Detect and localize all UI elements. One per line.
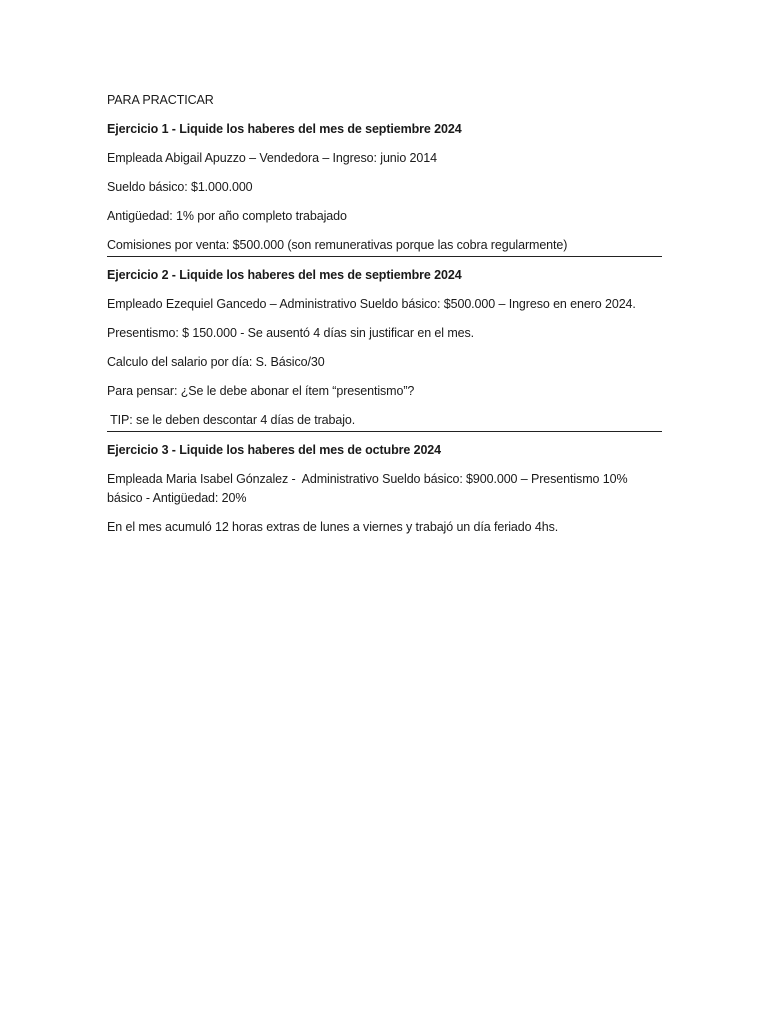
section-divider-1	[107, 256, 662, 257]
exercise-3-line-1: Empleada Maria Isabel Gónzalez - Administrativo Sueldo básico: $900.000 – Presentismo 10% básico - Antigüedad: 20%	[107, 472, 631, 505]
exercise-2-line-1: Empleado Ezequiel Gancedo – Administrativo Sueldo básico: $500.000 – Ingreso en enero 2024.	[107, 297, 636, 311]
exercise-2-tip: TIP: se le deben descontar 4 días de trabajo.	[107, 413, 356, 427]
exercise-1-line-1: Empleada Abigail Apuzzo – Vendedora – Ingreso: junio 2014	[107, 151, 437, 165]
exercise-2-line-2: Presentismo: $ 150.000 - Se ausentó 4 días sin justificar en el mes.	[107, 326, 475, 340]
section-divider-2	[107, 431, 662, 432]
intro-heading: PARA PRACTICAR	[107, 93, 214, 107]
exercise-1-line-2: Sueldo básico: $1.000.000	[107, 180, 253, 194]
exercise-1-line-3: Antigüedad: 1% por año completo trabajado	[107, 209, 347, 223]
exercise-3-title: Ejercicio 3 - Liquide los haberes del mes de octubre 2024	[107, 443, 442, 457]
exercise-1-title: Ejercicio 1 - Liquide los haberes del mes de septiembre 2024	[107, 122, 462, 136]
exercise-1	[107, 120, 662, 257]
exercise-2-line-4: Para pensar: ¿Se le debe abonar el ítem “presentismo”?	[107, 384, 415, 398]
exercise-1-line-4: Comisiones por venta: $500.000 (son remunerativas porque las cobra regularmente)	[107, 238, 568, 252]
exercise-2	[107, 266, 662, 432]
exercise-3-line-2: En el mes acumuló 12 horas extras de lunes a viernes y trabajó un día feriado 4hs.	[107, 520, 559, 534]
exercise-3	[107, 441, 662, 537]
exercise-2-line-3: Calculo del salario por día: S. Básico/30	[107, 355, 325, 369]
exercise-2-title: Ejercicio 2 - Liquide los haberes del mes de septiembre 2024	[107, 268, 462, 282]
document-body	[107, 91, 662, 537]
